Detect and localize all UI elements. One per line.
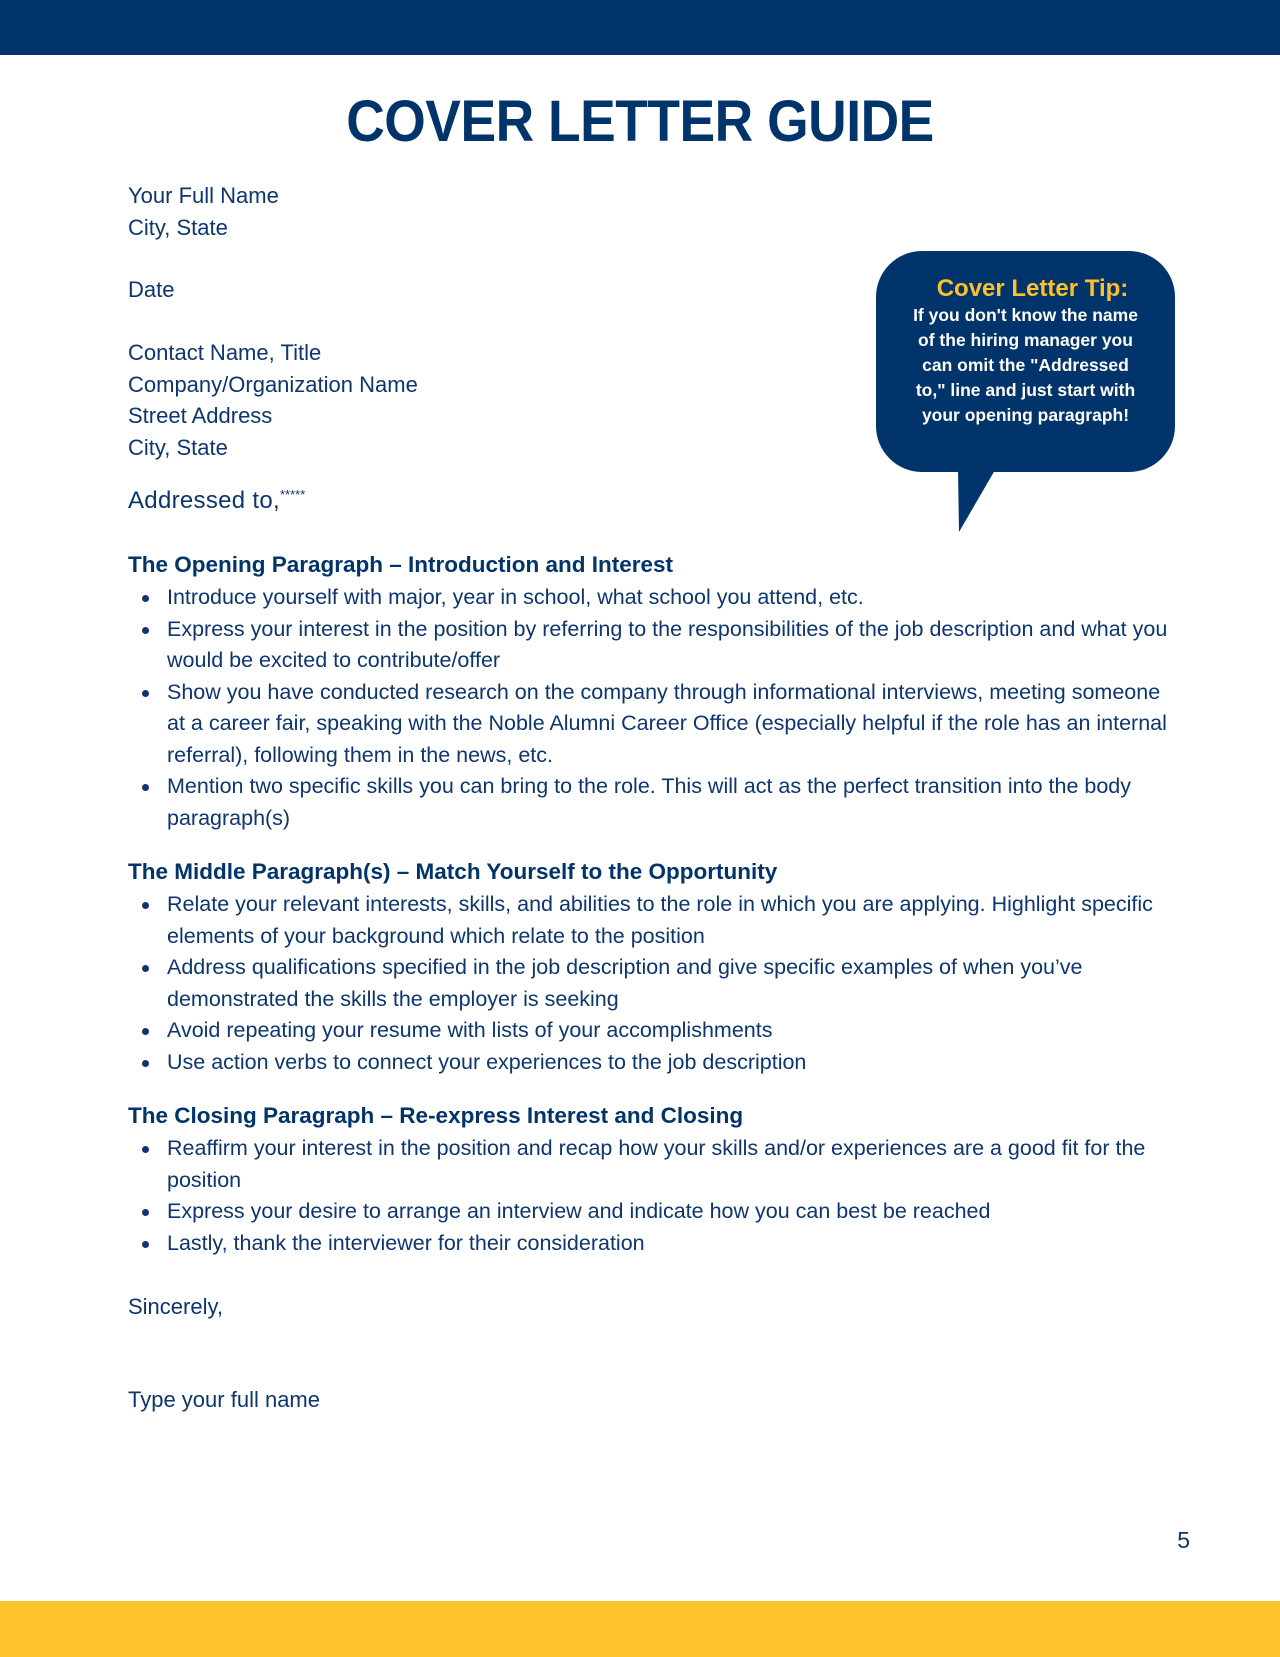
recipient-company: Company/Organization Name <box>128 371 418 397</box>
list-item: Express your interest in the position by referring to the responsibilities of the job description and what you would be excited to contribute/offer <box>128 614 1168 677</box>
top-navy-banner <box>0 0 1280 55</box>
recipient-location: City, State <box>128 434 228 460</box>
sender-location: City, State <box>128 214 228 240</box>
footnote-marker: ***** <box>280 487 306 502</box>
bullet-list <box>128 582 1168 834</box>
list-item: Address qualifications specified in the job description and give specific examples of when you’ve demonstrated the skills the employer is seeking <box>128 952 1168 1015</box>
section-heading: The Closing Paragraph – Re-express Interest and Closing <box>128 1103 744 1128</box>
salutation-text: Addressed to, <box>128 487 280 514</box>
list-item: Avoid repeating your resume with lists of your accomplishments <box>128 1015 1168 1047</box>
section-opening-paragraph <box>128 550 1168 834</box>
sender-name: Your Full Name <box>128 183 279 208</box>
bullet-list <box>128 889 1168 1078</box>
tip-body: If you don't know the name of the hiring manager you can omit the "Addressed to," line and just start with your opening paragraph! <box>913 305 1138 425</box>
list-item: Show you have conducted research on the company through informational interviews, meeting someone at a career fair, speaking with the Noble Alumni Career Office (especially helpful if the role has an internal referral), following them in the news, etc. <box>128 677 1168 772</box>
tip-speech-bubble <box>876 251 1175 472</box>
recipient-block <box>128 337 418 463</box>
list-item: Lastly, thank the interviewer for their consideration <box>128 1228 1168 1260</box>
signoff: Sincerely, <box>128 1294 223 1319</box>
bottom-gold-banner <box>0 1601 1280 1657</box>
section-middle-paragraphs <box>128 857 1168 1078</box>
section-heading: The Middle Paragraph(s) – Match Yourself to the Opportunity <box>128 859 778 884</box>
list-item: Reaffirm your interest in the position and recap how your skills and/or experiences are a good fit for the position <box>128 1133 1168 1196</box>
list-item: Relate your relevant interests, skills, and abilities to the role in which you are applying. Highlight specific elements of your background which relate to the position <box>128 889 1168 952</box>
list-item: Introduce yourself with major, year in school, what school you attend, etc. <box>128 582 1168 614</box>
sender-block <box>128 180 279 243</box>
bullet-list <box>128 1133 1168 1259</box>
list-item: Mention two specific skills you can bring to the role. This will act as the perfect transition into the body paragraph(s) <box>128 771 1168 834</box>
page-title: COVER LETTER GUIDE <box>346 89 934 154</box>
section-heading: The Opening Paragraph – Introduction and Interest <box>128 552 674 577</box>
recipient-street: Street Address <box>128 403 273 428</box>
date-line: Date <box>128 277 175 302</box>
page-number: 5 <box>1177 1527 1190 1553</box>
list-item: Use action verbs to connect your experiences to the job description <box>128 1047 1168 1079</box>
list-item: Express your desire to arrange an interview and indicate how you can best be reached <box>128 1196 1168 1228</box>
section-closing-paragraph <box>128 1101 1168 1259</box>
tip-title: Cover Letter Tip: <box>936 275 1129 302</box>
salutation-line <box>128 479 305 517</box>
recipient-contact: Contact Name, Title <box>128 340 322 365</box>
signature-line: Type your full name <box>128 1387 320 1412</box>
